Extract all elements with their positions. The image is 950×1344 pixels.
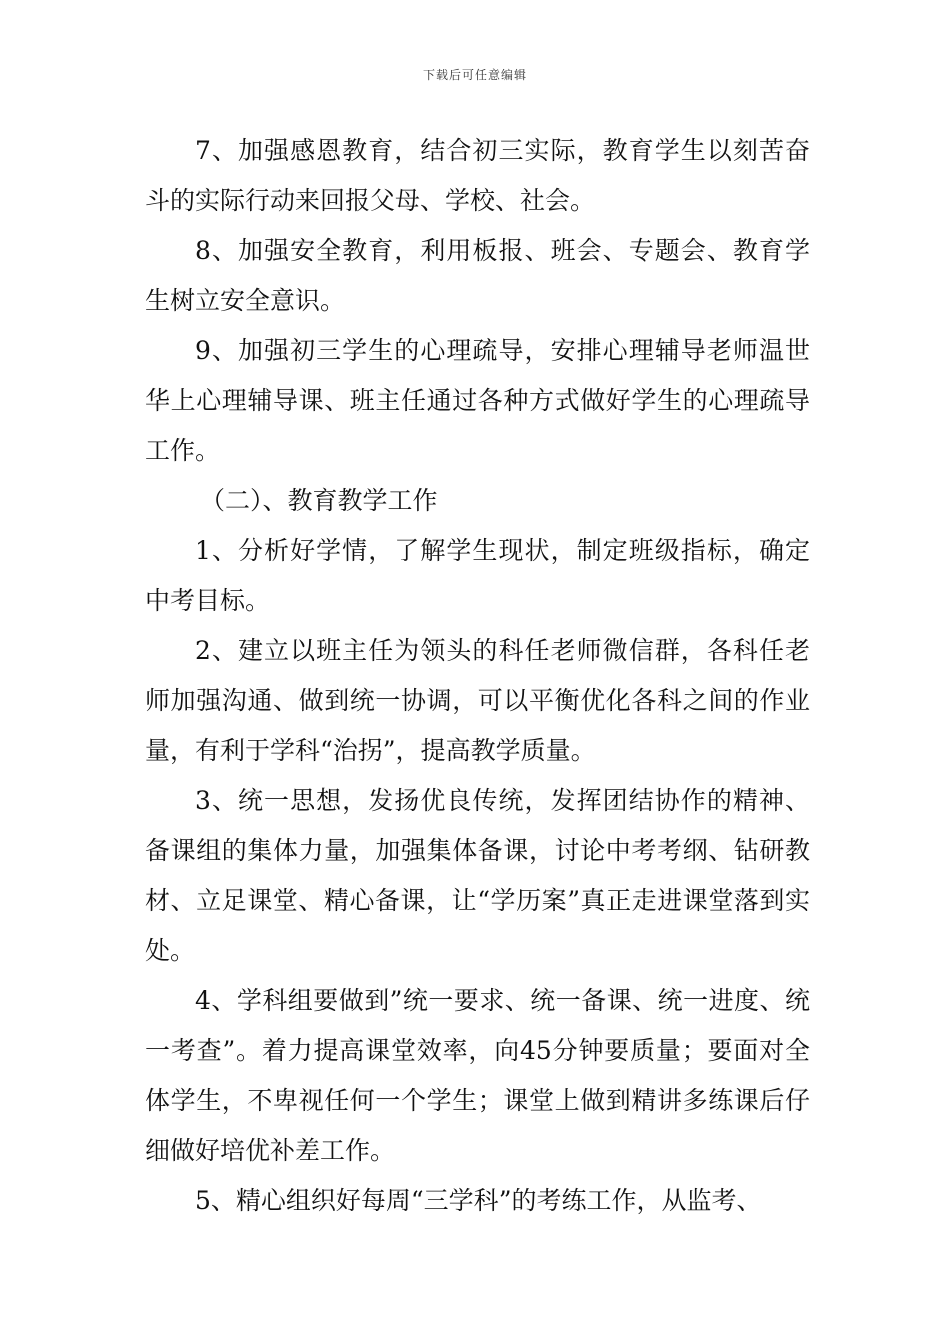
document-body bbox=[145, 126, 810, 1226]
paragraph-teaching-1: 1、分析好学情，了解学生现状，制定班级指标，确定中考目标。 bbox=[145, 536, 810, 615]
paragraph-item-8: 8、加强安全教育，利用板报、班会、专题会、教育学生树立安全意识。 bbox=[145, 236, 810, 315]
paragraph-teaching-4: 4、学科组要做到”统一要求、统一备课、统一进度、统一考查”。着力提高课堂效率，向45分钟要质量；要面对全体学生，不卑视任何一个学生；课堂上做到精讲多练课后仔细做好培优补差工作。 bbox=[145, 986, 810, 1165]
paragraph-item-7: 7、加强感恩教育，结合初三实际，教育学生以刻苦奋斗的实际行动来回报父母、学校、社会。 bbox=[145, 136, 810, 215]
paragraph-teaching-2: 2、建立以班主任为领头的科任老师微信群，各科任老师加强沟通、做到统一协调，可以平衡优化各科之间的作业量，有利于学科“治拐”，提高教学质量。 bbox=[145, 636, 810, 765]
section-heading: （二）、教育教学工作 bbox=[200, 486, 438, 515]
page-header-note: 下载后可任意编辑 bbox=[422, 68, 527, 82]
paragraph-item-9: 9、加强初三学生的心理疏导，安排心理辅导老师温世华上心理辅导课、班主任通过各种方式做好学生的心理疏导工作。 bbox=[145, 336, 810, 465]
paragraph-teaching-3: 3、统一思想，发扬优良传统，发挥团结协作的精神、备课组的集体力量，加强集体备课，讨论中考考纲、钻研教材、立足课堂、精心备课，让“学历案”真正走进课堂落到实处。 bbox=[145, 786, 810, 965]
paragraph-teaching-5: 5、精心组织好每周“三学科”的考练工作，从监考、 bbox=[195, 1186, 762, 1215]
